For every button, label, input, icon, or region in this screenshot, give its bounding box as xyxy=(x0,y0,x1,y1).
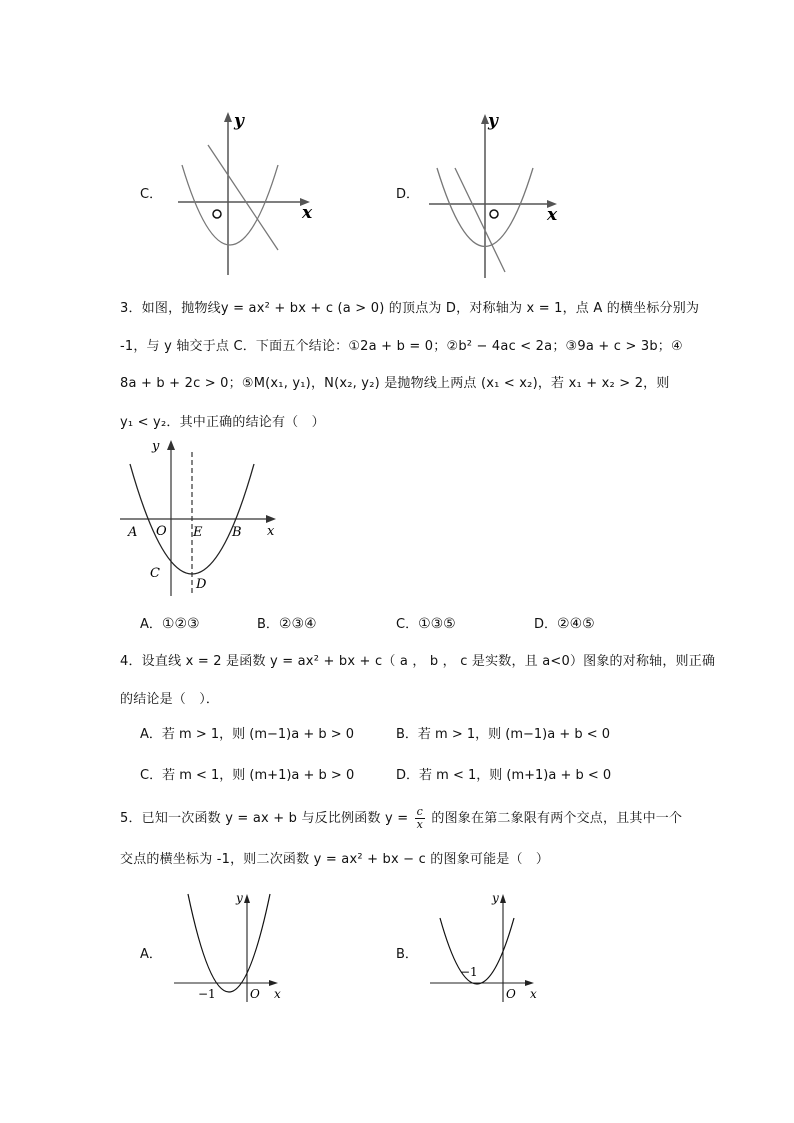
neg-one-label: −1 xyxy=(198,987,216,1001)
q3-stem-line-2: -1，与 y 轴交于点 C．下面五个结论：①2a + b = 0；②b² − 4ac < 2a；③9a + c > 3b；④ xyxy=(120,339,683,354)
y-arrow-icon xyxy=(224,112,232,122)
q4-option-c[interactable]: C．若 m < 1，则 (m+1)a + b > 0 xyxy=(140,768,355,783)
q5-stem-part-b: 的图象在第二象限有两个交点，且其中一个 xyxy=(431,811,683,826)
q5-stem-line-2: 交点的横坐标为 -1，则二次函数 y = ax² + bx − c 的图象可能是（ ） xyxy=(120,852,550,867)
q4-option-a[interactable]: A．若 m > 1，则 (m−1)a + b > 0 xyxy=(140,727,355,742)
origin-label: O xyxy=(506,987,516,1001)
x-axis-label: x xyxy=(530,987,537,1001)
q3-parabola-figure xyxy=(116,436,286,601)
y-arrow-icon xyxy=(244,894,250,903)
q5-fraction xyxy=(415,806,425,831)
fraction-denominator: x xyxy=(416,818,424,831)
q2-option-c-graph xyxy=(170,110,330,280)
y-arrow-icon xyxy=(500,894,506,903)
q4-option-b[interactable]: B．若 m > 1，则 (m−1)a + b < 0 xyxy=(396,727,611,742)
q3-option-c[interactable]: C．①③⑤ xyxy=(396,616,456,632)
q3-stem-line-3: 8a + b + 2c > 0；⑤M(x₁, y₁)，N(x₂, y₂) 是抛物线上两点 (x₁ < x₂)，若 x₁ + x₂ > 2，则 xyxy=(120,376,670,391)
q3-stem-line-1: 3．如图，抛物线y = ax² + bx + c (a > 0) 的顶点为 D，对称轴为 x = 1，点 A 的横坐标分别为 xyxy=(120,301,700,316)
x-axis-label: x xyxy=(302,203,313,223)
x-axis-label: x xyxy=(274,987,281,1001)
q4-option-d[interactable]: D．若 m < 1，则 (m+1)a + b < 0 xyxy=(396,768,612,783)
x-arrow-icon xyxy=(269,980,278,986)
q4-stem-line-2: 的结论是（ ）． xyxy=(120,692,220,707)
neg-one-label: −1 xyxy=(460,965,478,979)
point-e-label: E xyxy=(193,525,203,540)
q5-option-b-graph xyxy=(426,890,556,1005)
y-arrow-icon xyxy=(167,440,175,450)
y-axis-label: y xyxy=(492,891,499,905)
point-a-label: A xyxy=(128,525,138,540)
x-arrow-icon xyxy=(266,515,276,523)
q5-option-a-graph xyxy=(170,890,300,1005)
fraction-numerator: c xyxy=(415,806,425,819)
q2-option-d-label: D． xyxy=(396,187,420,202)
y-axis-label: y xyxy=(488,111,498,131)
q3-option-d[interactable]: D．②④⑤ xyxy=(534,616,595,632)
q3-option-b[interactable]: B．②③④ xyxy=(257,616,317,632)
q3-stem-line-4: y₁ < y₂．其中正确的结论有（ ） xyxy=(120,415,325,430)
x-axis-label: x xyxy=(267,524,275,539)
point-b-label: B xyxy=(232,525,242,540)
y-axis-label: y xyxy=(236,891,243,905)
origin-label: O xyxy=(156,524,167,539)
q5-stem-line-1 xyxy=(120,806,682,831)
q5-stem-part-a: 5．已知一次函数 y = ax + b 与反比例函数 y = xyxy=(120,811,409,826)
x-axis-label: x xyxy=(547,205,558,225)
point-d-label: D xyxy=(196,577,207,592)
y-axis-label: y xyxy=(152,439,160,454)
q3-option-a[interactable]: A．①②③ xyxy=(140,616,200,632)
q5-option-a-label: A． xyxy=(140,947,162,962)
x-arrow-icon xyxy=(525,980,534,986)
point-c-label: C xyxy=(150,566,160,581)
q2-option-d-graph xyxy=(425,110,585,280)
y-axis-label: y xyxy=(234,111,244,131)
q5-option-b-label: B． xyxy=(396,947,418,962)
q2-option-c-label: C． xyxy=(140,187,163,202)
origin-label: O xyxy=(250,987,260,1001)
q4-stem-line-1: 4．设直线 x = 2 是函数 y = ax² + bx + c（ a ， b ， c 是实数，且 a<0）图象的对称轴，则正确 xyxy=(120,654,716,669)
